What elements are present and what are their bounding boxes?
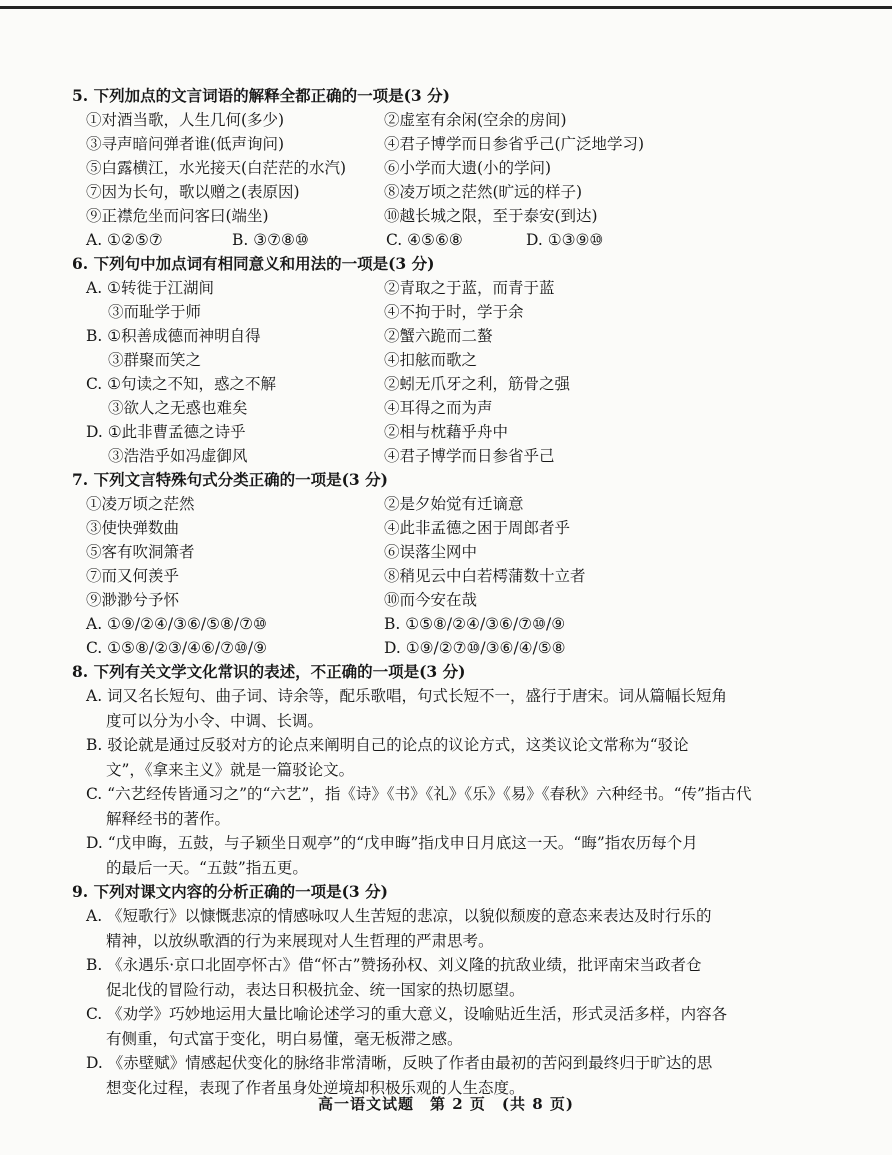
top-border-line	[0, 6, 892, 9]
option-row: ⑤客有吹洞箫者 ⑥误落尘网中	[86, 543, 478, 561]
option-b: B. 《永遇乐·京口北固亭怀古》借“怀古”赞扬孙权、刘义隆的抗敌业绩，批评南宋当政者仓 促北伐的冒险行动，表达日积极抗金、统一国家的热切愿望。	[86, 956, 702, 999]
question-6	[72, 252, 832, 468]
choice-c: C. ①⑤⑧/②③/④⑥/⑦⑩/⑨	[86, 639, 268, 657]
option-row: D. ①此非曹孟德之诗乎 ②相与枕藉乎舟中	[86, 423, 509, 441]
option-row: ⑨正襟危坐而问客曰(端坐) ⑩越长城之限，至于泰安(到达)	[86, 207, 598, 225]
option-row: ⑤白露横江，水光接天(白茫茫的水汽) ⑥小学而大遗(小的学问)	[86, 159, 552, 177]
answer-choices	[72, 228, 832, 252]
option-row: ①对酒当歌，人生几何(多少) ②虚室有余闲(空余的房间)	[86, 111, 567, 129]
question-9	[72, 880, 832, 1100]
option-c: C. “六艺经传皆通习之”的“六艺”，指《诗》《书》《礼》《乐》《易》《春秋》六种经书。“传”指古代 解释经书的著作。	[86, 785, 752, 828]
option-row: C. ①句读之不知，惑之不解 ②蚓无爪牙之利，筋骨之强	[86, 375, 571, 393]
question-stem: 8. 下列有关文学文化常识的表述，不正确的一项是(3 分)	[72, 662, 466, 681]
choice-d: D. ①⑨/②⑦⑩/③⑥/④/⑤⑧	[384, 639, 566, 657]
option-row: ③欲人之无惑也难矣 ④耳得之而为声	[108, 399, 493, 417]
choice-c: C. ④⑤⑥⑧	[386, 231, 463, 249]
option-b: B. 驳论就是通过反驳对方的论点来阐明自己的论点的议论方式，这类议论文常称为“驳论 文”，《拿来主义》就是一篇驳论文。	[86, 736, 689, 779]
answer-choices	[72, 612, 832, 636]
option-a: A. 词又名长短句、曲子词、诗余等，配乐歌唱，句式长短不一，盛行于唐宋。词从篇幅长短角 度可以分为小令、中调、长调。	[86, 687, 728, 730]
option-row: ③而耻学于师 ④不拘于时，学于余	[108, 303, 524, 321]
option-row: ⑨渺渺兮予怀 ⑩而今安在哉	[86, 591, 478, 609]
choice-d: D. ①③⑨⑩	[526, 231, 604, 249]
option-row: ③浩浩乎如冯虚御风 ④君子博学而日参省乎己	[108, 447, 555, 465]
option-row: B. ①积善成德而神明自得 ②蟹六跪而二螯	[86, 327, 493, 345]
question-stem: 6. 下列句中加点词有相同意义和用法的一项是(3 分)	[72, 254, 435, 273]
option-row: ⑦因为长句，歌以赠之(表原因) ⑧凌万顷之茫然(旷远的样子)	[86, 183, 583, 201]
option-row: A. ①转徙于江湖间 ②青取之于蓝，而青于蓝	[86, 279, 555, 297]
question-7	[72, 468, 832, 660]
question-8	[72, 660, 832, 880]
option-a: A. 《短歌行》以慷慨悲凉的情感咏叹人生苦短的悲凉，以貌似颓废的意态来表达及时行乐的 精神，以放纵歌酒的行为来展现对人生哲理的严肃思考。	[86, 907, 712, 950]
choice-a: A. ①②⑤⑦	[86, 231, 163, 249]
question-stem: 5. 下列加点的文言词语的解释全都正确的一项是(3 分)	[72, 86, 450, 105]
option-row: ①凌万顷之茫然 ②是夕始觉有迁谪意	[86, 495, 524, 513]
option-d: D. 《赤壁赋》情感起伏变化的脉络非常清晰，反映了作者由最初的苦闷到最终归于旷达的思 想变化过程，表现了作者虽身处逆境却积极乐观的人生态度。	[86, 1054, 713, 1097]
option-d: D. “戊申晦，五鼓，与子颖坐日观亭”的“戊申晦”指戊申日月底这一天。“晦”指农历每个月 的最后一天。“五鼓”指五更。	[86, 834, 698, 877]
question-stem: 7. 下列文言特殊句式分类正确的一项是(3 分)	[72, 470, 388, 489]
option-row: ⑦而又何羡乎 ⑧稍见云中白若樗蒲数十立者	[86, 567, 586, 585]
question-5	[72, 84, 832, 252]
question-stem: 9. 下列对课文内容的分析正确的一项是(3 分)	[72, 882, 388, 901]
option-row: ③寻声暗问弹者谁(低声询问) ④君子博学而日参省乎己(广泛地学习)	[86, 135, 645, 153]
choice-b: B. ③⑦⑧⑩	[232, 231, 309, 249]
option-c: C. 《劝学》巧妙地运用大量比喻论述学习的重大意义，设喻贴近生活，形式灵活多样，内容各 有侧重，句式富于变化，明白易懂，毫无板滞之感。	[86, 1005, 728, 1048]
choice-a: A. ①⑨/②④/③⑥/⑤⑧/⑦⑩	[86, 615, 267, 633]
option-row: ③群聚而笑之 ④扣舷而歌之	[108, 351, 478, 369]
answer-choices	[72, 636, 832, 660]
option-row: ③使快弹数曲 ④此非孟德之困于周郎者乎	[86, 519, 571, 537]
choice-b: B. ①⑤⑧/②④/③⑥/⑦⑩/⑨	[384, 615, 566, 633]
exam-page	[72, 84, 832, 1100]
page-footer: 高一语文试题 第 2 页 (共 8 页)	[318, 1095, 574, 1113]
